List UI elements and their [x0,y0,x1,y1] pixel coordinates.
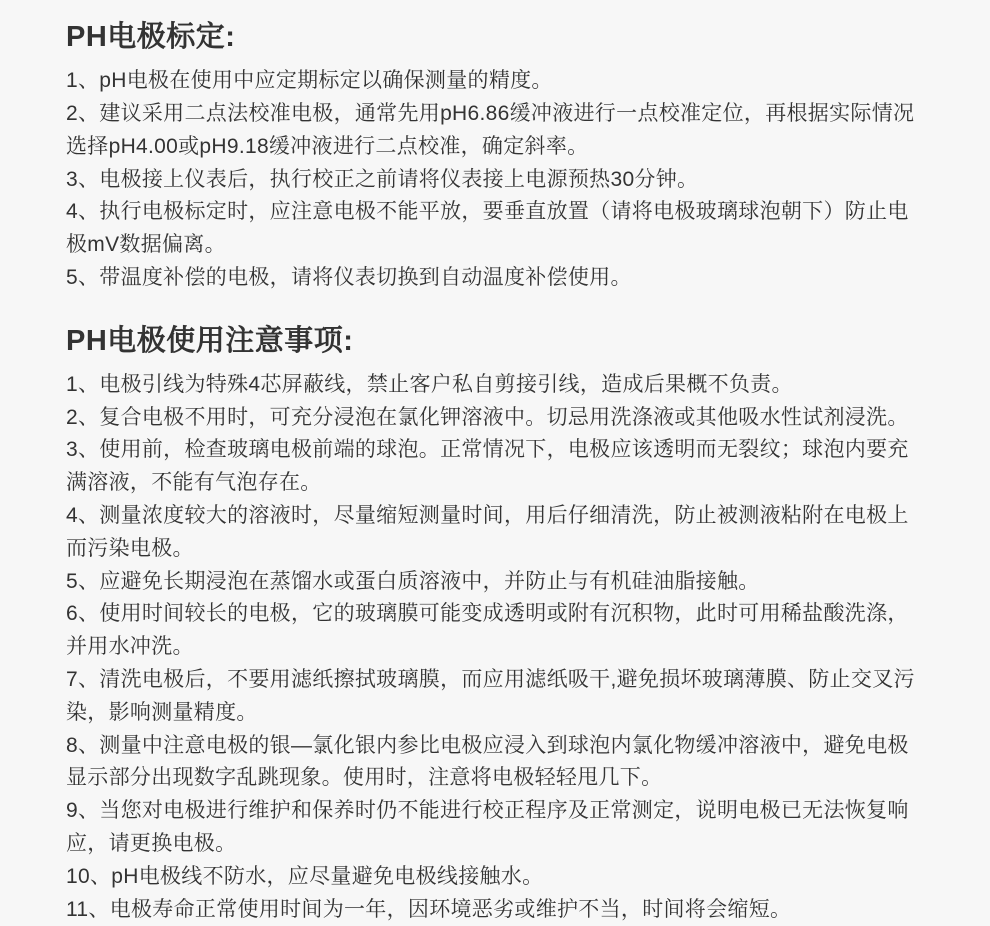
precaution-item-5: 5、应避免长期浸泡在蒸馏水或蛋白质溶液中，并防止与有机硅油脂接触。 [66,569,760,593]
precaution-item-10: 10、pH电极线不防水，应尽量避免电极线接触水。 [66,864,544,888]
section-ph-calibration [66,18,928,295]
precaution-item-1: 1、电极引线为特殊4芯屏蔽线，禁止客户私自剪接引线，造成后果概不负责。 [66,372,793,396]
precaution-item-9: 9、当您对电极进行维护和保养时仍不能进行校正程序及正常测定，说明电极已无法恢复响应，请更换电极。 [66,799,909,856]
precaution-item-7: 7、清洗电极后，不要用滤纸擦拭玻璃膜，而应用滤纸吸干,避免损坏玻璃薄膜、防止交叉污染，影响测量精度。 [66,668,915,724]
precaution-item-4: 4、测量浓度较大的溶液时，尽量缩短测量时间，用后仔细清洗，防止被测液粘附在电极上而污染电极。 [66,504,909,560]
precaution-item-3: 3、使用前，检查玻璃电极前端的球泡。正常情况下，电极应该透明而无裂纹；球泡内要充满溶液，不能有气泡存在。 [66,438,909,495]
calibration-heading: PH电极标定: [66,21,236,53]
precaution-item-8: 8、测量中注意电极的银—氯化银内参比电极应浸入到球泡内氯化物缓冲溶液中，避免电极显示部分出现数字乱跳现象。使用时，注意将电极轻轻甩几下。 [66,733,909,790]
precautions-heading: PH电极使用注意事项: [66,324,354,357]
calibration-item-1: 1、pH电极在使用中应定期标定以确保测量的精度。 [66,69,553,93]
precaution-item-11: 11、电极寿命正常使用时间为一年，因环境恶劣或维护不当，时间将会缩短。 [66,897,792,921]
calibration-item-3: 3、电极接上仪表后，执行校正之前请将仪表接上电源预热30分钟。 [66,167,699,191]
calibration-item-2: 2、建议采用二点法校准电极，通常先用pH6.86缓冲液进行一点校准定位，再根据实际情况选择pH4.00或pH9.18缓冲液进行二点校准，确定斜率。 [66,101,915,158]
precaution-item-2: 2、复合电极不用时，可充分浸泡在氯化钾溶液中。切忌用洗涤液或其他吸水性试剂浸洗。 [66,405,909,429]
calibration-item-4: 4、执行电极标定时，应注意电极不能平放，要垂直放置（请将电极玻璃球泡朝下）防止电极mV数据偏离。 [66,200,909,257]
section-usage-precautions [66,322,928,926]
calibration-item-5: 5、带温度补偿的电极，请将仪表切换到自动温度补偿使用。 [66,265,632,289]
precaution-item-6: 6、使用时间较长的电极，它的玻璃膜可能变成透明或附有沉积物，此时可用稀盐酸洗涤，并用水冲洗。 [66,602,909,659]
